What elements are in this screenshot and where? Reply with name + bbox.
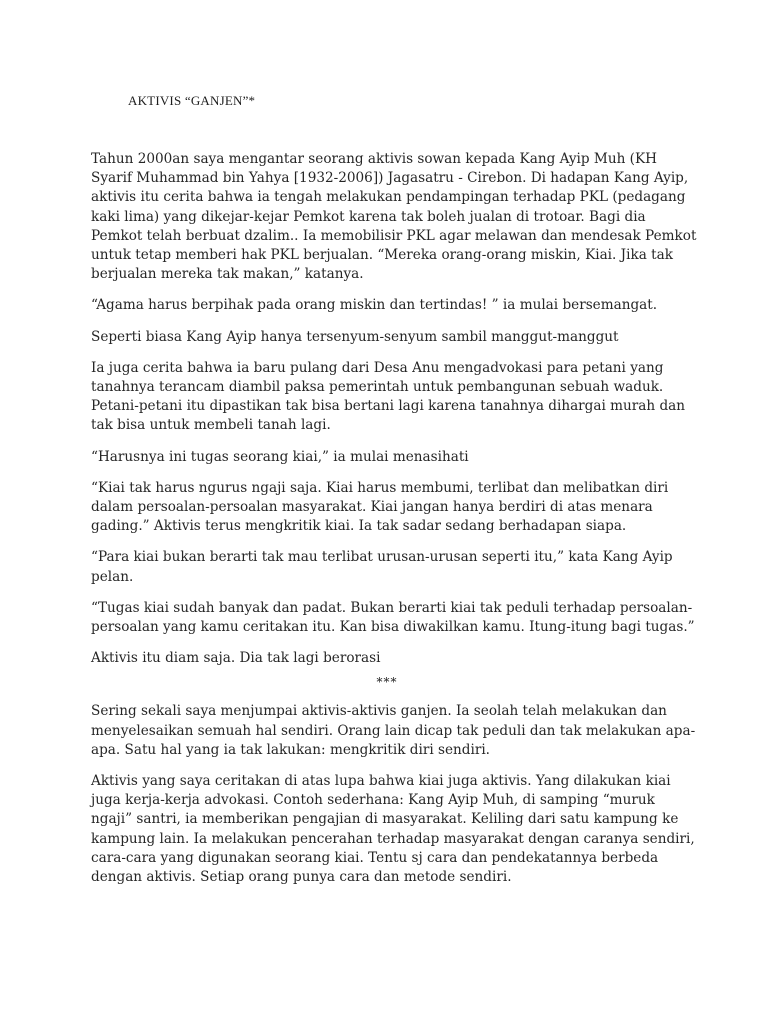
paragraphs-before-separator — [91, 150, 697, 668]
paragraph — [91, 150, 697, 284]
paragraph-line: untuk tetap memberi hak PKL berjualan. “Mereka orang-orang miskin, Kiai. Jika tak — [91, 247, 673, 264]
paragraph-line: tak bisa untuk membeli tanah lagi. — [91, 417, 331, 434]
paragraph-line: dalam persoalan-persoalan masyarakat. Kiai jangan hanya berdiri di atas menara — [91, 499, 653, 516]
paragraph — [91, 359, 691, 436]
paragraph-line: Pemkot telah berbuat dzalim.. Ia memobilisir PKL agar melawan dan mendesak Pemkot — [91, 227, 697, 244]
paragraph-line: ngaji” santri, ia memberikan pengajian di masyarakat. Keliling dari satu kampung ke — [91, 811, 679, 828]
paragraph — [91, 479, 691, 537]
paragraph-line: menyelesaikan semuah hal sendiri. Orang lain dicap tak peduli dan tak melakukan apa- — [91, 722, 696, 739]
paragraph — [91, 548, 691, 586]
paragraph-line: “Tugas kiai sudah banyak dan padat. Bukan berarti kiai tak peduli terhadap persoalan- — [91, 599, 693, 616]
document-body — [91, 150, 697, 899]
paragraph-line: Ia juga cerita bahwa ia baru pulang dari Desa Anu mengadvokasi para petani yang — [91, 359, 664, 376]
paragraph — [91, 702, 696, 760]
paragraph-line: “Kiai tak harus ngurus ngaji saja. Kiai harus membumi, terlibat dan melibatkan diri — [91, 479, 669, 496]
document-title: AKTIVIS “GANJEN”* — [128, 93, 256, 108]
paragraph-line: pelan. — [91, 568, 134, 585]
paragraph-line: Seperti biasa Kang Ayip hanya tersenyum-senyum sambil manggut-manggut — [91, 328, 619, 345]
paragraph-line: Syarif Muhammad bin Yahya [1932-2006]) Jagasatru - Cirebon. Di hadapan Kang Ayip, — [91, 170, 689, 187]
section-separator: *** — [376, 675, 398, 690]
paragraph-line: Aktivis itu diam saja. Dia tak lagi berorasi — [91, 650, 381, 667]
paragraph-line: Petani-petani itu dipastikan tak bisa bertani lagi karena tanahnya dihargai murah dan — [91, 398, 686, 415]
paragraph-line: kaki lima) yang dikejar-kejar Pemkot karena tak boleh jualan di trotoar. Bagi dia — [91, 208, 646, 225]
paragraph-line: juga kerja-kerja advokasi. Contoh sederhana: Kang Ayip Muh, di samping “muruk — [91, 792, 655, 809]
paragraph-line: gading.” Aktivis terus mengkritik kiai. Ia tak sadar sedang berhadapan siapa. — [91, 518, 627, 535]
paragraph-line: “Agama harus berpihak pada orang miskin dan tertindas! ” ia mulai bersemangat. — [91, 297, 658, 314]
paragraph-line: Aktivis yang saya ceritakan di atas lupa bahwa kiai juga aktivis. Yang dilakukan kiai — [91, 773, 671, 790]
paragraph-line: berjualan mereka tak makan,” katanya. — [91, 266, 364, 283]
paragraph-line: “Harusnya ini tugas seorang kiai,” ia mulai menasihati — [91, 448, 469, 465]
paragraph-line: Sering sekali saya menjumpai aktivis-aktivis ganjen. Ia seolah telah melakukan dan — [91, 703, 667, 720]
paragraph — [91, 328, 691, 347]
paragraph-line: persoalan yang kamu ceritakan itu. Kan bisa diwakilkan kamu. Itung-itung bagi tugas.” — [91, 619, 695, 636]
paragraph — [91, 296, 691, 315]
paragraph-line: cara-cara yang digunakan seorang kiai. Tentu sj cara dan pendekatannya berbeda — [91, 849, 659, 866]
paragraph-line: “Para kiai bukan berarti tak mau terlibat urusan-urusan seperti itu,” kata Kang Ayip — [91, 549, 673, 566]
paragraph-line: kampung lain. Ia melakukan pencerahan terhadap masyarakat dengan caranya sendiri, — [91, 830, 695, 847]
paragraph-line: apa. Satu hal yang ia tak lakukan: mengkritik diri sendiri. — [91, 741, 490, 758]
paragraphs-after-separator — [91, 702, 696, 887]
paragraph-line: dengan aktivis. Setiap orang punya cara dan metode sendiri. — [91, 869, 512, 886]
paragraph-line: Tahun 2000an saya mengantar seorang aktivis sowan kepada Kang Ayip Muh (KH — [91, 151, 657, 167]
paragraph-line: aktivis itu cerita bahwa ia tengah melakukan pendampingan terhadap PKL (pedagang — [91, 189, 686, 206]
paragraph — [91, 772, 695, 887]
paragraph — [91, 649, 691, 668]
paragraph — [91, 599, 695, 637]
paragraph-line: tanahnya terancam diambil paksa pemerintah untuk pembangunan sebuah waduk. — [91, 379, 664, 396]
paragraph — [91, 448, 691, 467]
